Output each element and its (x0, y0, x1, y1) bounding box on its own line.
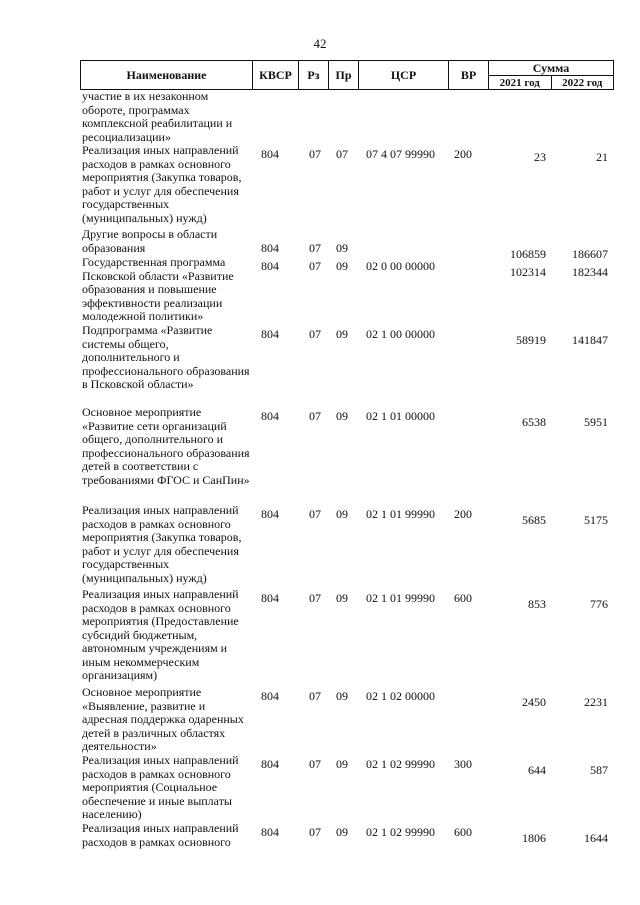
cell-vr: 200 (454, 507, 472, 521)
cell-s2022: 186607 (572, 247, 608, 261)
row-name: Реализация иных направлений расходов в рамках основного мероприятия (Социальное обеспечение и иные выплаты населению) (82, 753, 239, 821)
col-vr-header: ВР (449, 61, 489, 89)
cell-vr: 600 (454, 591, 472, 605)
table-row (80, 754, 614, 822)
cell-kvsr: 804 (261, 259, 279, 273)
cell-kvsr: 804 (261, 409, 279, 423)
row-name: Реализация иных направлений расходов в рамках основного (82, 821, 239, 849)
cell-s2021: 1806 (522, 831, 546, 845)
row-name: Государственная программа Псковской области «Развитие образования и повышение эффективности реализации молодежной политики» (82, 255, 234, 323)
cell-s2021: 23 (534, 150, 546, 164)
cell-kvsr: 804 (261, 825, 279, 839)
cell-pr: 09 (336, 327, 348, 341)
table-row (80, 144, 614, 228)
cell-pr: 09 (336, 409, 348, 423)
cell-s2021: 644 (528, 763, 546, 777)
col-2021-header: 2021 год (489, 76, 552, 90)
cell-rz: 07 (309, 689, 321, 703)
cell-s2021: 6538 (522, 415, 546, 429)
cell-pr: 09 (336, 689, 348, 703)
cell-kvsr: 804 (261, 757, 279, 771)
cell-pr: 09 (336, 507, 348, 521)
table-header (80, 60, 614, 90)
cell-s2021: 853 (528, 597, 546, 611)
cell-pr: 09 (336, 241, 348, 255)
row-name: Основное мероприятие «Развитие сети организаций общего, дополнительного и профессионального образования детей в соответствии с требованиями ФГОС и СанПин» (82, 405, 250, 487)
cell-csr: 02 1 01 99990 (366, 507, 435, 521)
cell-s2022: 141847 (572, 333, 608, 347)
cell-csr: 02 1 01 99990 (366, 591, 435, 605)
cell-s2022: 182344 (572, 265, 608, 279)
cell-rz: 07 (309, 757, 321, 771)
cell-s2022: 1644 (584, 831, 608, 845)
table-row (80, 324, 614, 406)
cell-kvsr: 804 (261, 327, 279, 341)
cell-vr: 600 (454, 825, 472, 839)
cell-pr: 09 (336, 825, 348, 839)
budget-table (80, 60, 614, 852)
cell-pr: 09 (336, 591, 348, 605)
cell-s2022: 776 (590, 597, 608, 611)
col-pr-header: Пр (329, 61, 359, 89)
table-row (80, 406, 614, 504)
table-row (80, 686, 614, 754)
cell-s2021: 106859 (510, 247, 546, 261)
cell-rz: 07 (309, 147, 321, 161)
table-row (80, 90, 614, 144)
table-row (80, 227, 614, 261)
cell-vr: 300 (454, 757, 472, 771)
cell-kvsr: 804 (261, 241, 279, 255)
row-name: Другие вопросы в области образования (82, 227, 218, 255)
row-name: Реализация иных направлений расходов в рамках основного мероприятия (Закупка товаров, работ и услуг для обеспечения государственных (муниципальных) нужд) (82, 143, 242, 225)
cell-rz: 07 (309, 327, 321, 341)
row-name: участие в их незаконном обороте, программах комплексной реабилитации и ресоциализации» (82, 89, 233, 144)
row-name: Реализация иных направлений расходов в рамках основного мероприятия (Закупка товаров, работ и услуг для обеспечения государственных (муниципальных) нужд) (82, 503, 242, 585)
row-name: Основное мероприятие «Выявление, развитие и адресная поддержка одаренных детей в различных областях деятельности» (82, 685, 244, 753)
cell-kvsr: 804 (261, 507, 279, 521)
cell-csr: 07 4 07 99990 (366, 147, 435, 161)
cell-rz: 07 (309, 507, 321, 521)
cell-s2021: 58919 (516, 333, 546, 347)
col-kvsr-header: КВСР (253, 61, 299, 89)
row-name: Реализация иных направлений расходов в рамках основного мероприятия (Предоставление субсидий бюджетным, автономным учреждениям и иным некоммерческим организациям) (82, 587, 239, 682)
table-row (80, 822, 614, 852)
col-csr-header: ЦСР (359, 61, 449, 89)
col-2022-header: 2022 год (562, 77, 603, 89)
cell-csr: 02 1 02 00000 (366, 689, 435, 703)
cell-pr: 09 (336, 259, 348, 273)
cell-kvsr: 804 (261, 147, 279, 161)
col-name-header: Наименование (81, 61, 253, 89)
cell-rz: 07 (309, 825, 321, 839)
cell-s2022: 587 (590, 763, 608, 777)
table-row (80, 256, 614, 324)
cell-s2021: 2450 (522, 695, 546, 709)
table-row (80, 504, 614, 588)
cell-csr: 02 1 00 00000 (366, 327, 435, 341)
cell-csr: 02 1 02 99990 (366, 757, 435, 771)
cell-csr: 02 0 00 00000 (366, 259, 435, 273)
page-number: 42 (313, 36, 327, 51)
col-sum-header (489, 61, 613, 89)
row-name: Подпрограмма «Развитие системы общего, дополнительного и профессионального образования в Псковской области» (82, 323, 250, 391)
cell-pr: 09 (336, 757, 348, 771)
cell-pr: 07 (336, 147, 348, 161)
cell-s2022: 21 (596, 150, 608, 164)
cell-rz: 07 (309, 259, 321, 273)
table-row (80, 588, 614, 686)
cell-kvsr: 804 (261, 591, 279, 605)
table-body (80, 90, 614, 852)
cell-rz: 07 (309, 241, 321, 255)
sum-title: Сумма (489, 61, 613, 76)
cell-rz: 07 (309, 591, 321, 605)
cell-csr: 02 1 02 99990 (366, 825, 435, 839)
cell-s2022: 5951 (584, 415, 608, 429)
cell-s2021: 5685 (522, 513, 546, 527)
cell-s2021: 102314 (510, 265, 546, 279)
cell-rz: 07 (309, 409, 321, 423)
cell-vr: 200 (454, 147, 472, 161)
cell-kvsr: 804 (261, 689, 279, 703)
col-rz-header: Рз (299, 61, 329, 89)
cell-csr: 02 1 01 00000 (366, 409, 435, 423)
cell-s2022: 5175 (584, 513, 608, 527)
cell-s2022: 2231 (584, 695, 608, 709)
